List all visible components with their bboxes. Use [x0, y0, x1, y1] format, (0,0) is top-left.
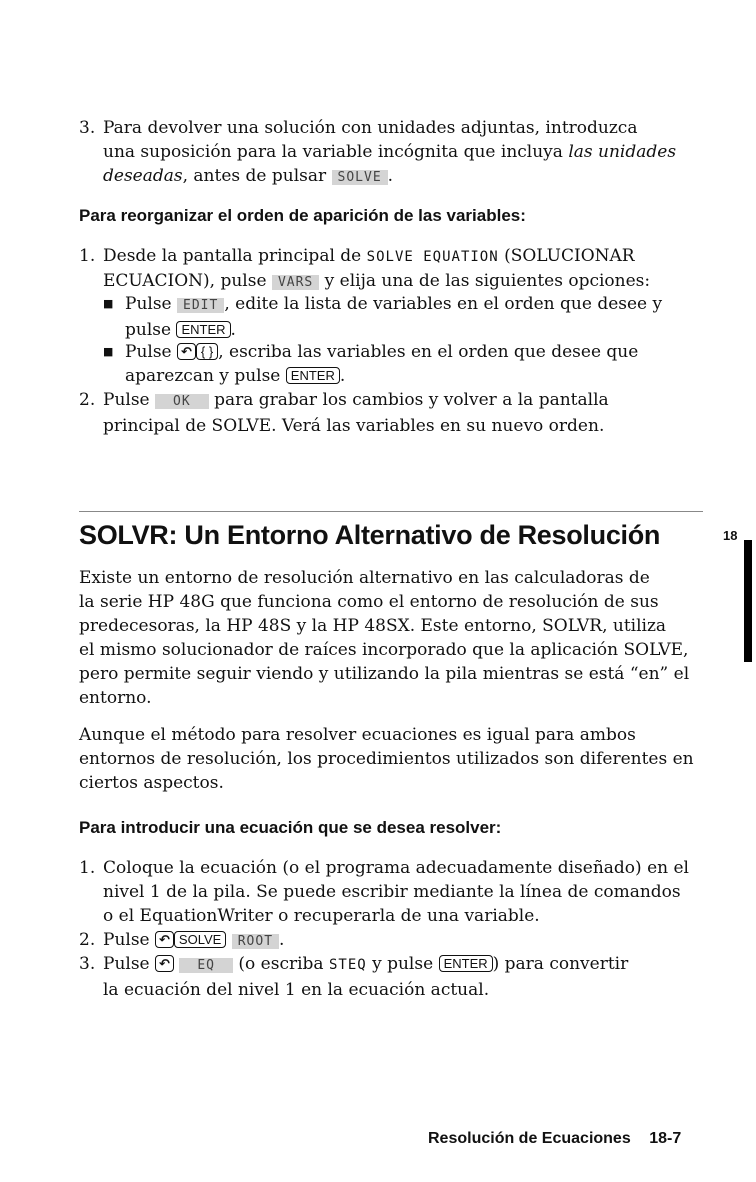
step-number: 2. [79, 930, 96, 950]
section-title: SOLVR: Un Entorno Alternativo de Resolución [79, 520, 661, 550]
step-line: ECUACION), pulse VARS y elija una de las siguientes opciones: [103, 271, 651, 291]
step-line: una suposición para la variable incógnita que incluya las unidades [103, 142, 677, 162]
paragraph-line: predecesoras, la HP 48S y la HP 48SX. Este entorno, SOLVR, utiliza [79, 616, 667, 636]
paragraph-line: ciertos aspectos. [79, 773, 224, 793]
solve-key: SOLVE [174, 931, 226, 948]
reorder-step-1 [79, 244, 699, 295]
step-line: la ecuación del nivel 1 en la ecuación actual. [103, 980, 490, 1000]
step-line: Pulse ↶ SOLVE ROOT . [103, 930, 285, 950]
step-line: Pulse ↶ { } , escriba las variables en el orden que desee que [125, 342, 639, 362]
softkey-root: ROOT [232, 934, 279, 949]
step-line: aparezcan y pulse ENTER . [125, 366, 346, 386]
subheading-introducir: Para introducir una ecuación que se desea resolver: [79, 818, 502, 837]
left-shift-key-icon: ↶ [177, 343, 196, 360]
step-line: nivel 1 de la pila. Se puede escribir mediante la línea de comandos [103, 882, 681, 902]
left-shift-key-icon: ↶ [155, 931, 174, 948]
enter-key: ENTER [286, 367, 340, 384]
enter-step-3 [79, 952, 699, 1002]
step-number: 3. [79, 954, 96, 974]
footer-chapter-title: Resolución de Ecuaciones [428, 1130, 631, 1147]
command-text: STEQ [328, 957, 367, 973]
softkey-solve: SOLVE [332, 170, 388, 185]
step-line: deseadas, antes de pulsar SOLVE . [103, 166, 394, 186]
step-line: Pulse OK para grabar los cambios y volver a la pantalla [103, 390, 609, 410]
bullet-icon: ■ [103, 297, 114, 310]
softkey-vars: VARS [272, 275, 319, 290]
footer [428, 1130, 681, 1148]
bullet-icon: ■ [103, 345, 114, 358]
step-line: Pulse EDIT , edite la lista de variables en el orden que desee y [125, 294, 663, 314]
softkey-edit: EDIT [177, 298, 224, 313]
enter-step-1 [79, 856, 699, 928]
step-line: Para devolver una solución con unidades adjuntas, introduzca [103, 118, 638, 138]
subheading-reorganizar: Para reorganizar el orden de aparición de las variables: [79, 206, 526, 225]
step-line: Pulse ↶ EQ (o escriba STEQ y pulse ENTER ) para convertir [103, 954, 629, 974]
screen-text: SOLVE EQUATION [366, 249, 499, 265]
step-number: 1. [79, 246, 96, 266]
enter-key: ENTER [439, 955, 493, 972]
step-number: 3. [79, 118, 96, 138]
paragraph-solvr-intro [79, 566, 709, 710]
italic-text: las unidades [568, 142, 677, 162]
softkey-ok: OK [155, 394, 209, 409]
paragraph-methods [79, 723, 709, 795]
paragraph-line: entorno. [79, 688, 152, 708]
italic-text: deseadas [103, 166, 183, 186]
enter-key: ENTER [176, 321, 230, 338]
paragraph-line: entornos de resolución, los procedimientos utilizados son diferentes en [79, 749, 694, 769]
step-line: pulse ENTER . [125, 320, 236, 340]
step-line: Coloque la ecuación (o el programa adecuadamente diseñado) en el [103, 858, 689, 878]
reorder-bullet-1 [79, 292, 699, 342]
reorder-step-2 [79, 388, 699, 438]
softkey-eq: EQ [179, 958, 233, 973]
reorder-bullet-2 [79, 340, 699, 388]
section-divider [79, 511, 703, 512]
paragraph-line: Existe un entorno de resolución alternativo en las calculadoras de [79, 568, 650, 588]
chapter-tab-number: 18 [723, 528, 738, 543]
step-line: principal de SOLVE. Verá las variables en su nuevo orden. [103, 416, 605, 436]
page-number: 18-7 [649, 1130, 682, 1147]
step-number: 2. [79, 390, 96, 410]
left-shift-key-icon: ↶ [155, 955, 174, 972]
step-line: o el EquationWriter o recuperarla de una variable. [103, 906, 540, 926]
paragraph-line: la serie HP 48G que funciona como el entorno de resolución de sus [79, 592, 659, 612]
paragraph-line: Aunque el método para resolver ecuaciones es igual para ambos [79, 725, 636, 745]
step-3-devolver [79, 116, 699, 190]
braces-key: { } [196, 343, 218, 360]
chapter-tab-marker [744, 540, 752, 662]
step-line: Desde la pantalla principal de SOLVE EQUATION (SOLUCIONAR [103, 246, 635, 266]
step-number: 1. [79, 858, 96, 878]
paragraph-line: pero permite seguir viendo y utilizando la pila mientras se está “en” el [79, 664, 690, 684]
paragraph-line: el mismo solucionador de raíces incorporado que la aplicación SOLVE, [79, 640, 689, 660]
enter-step-2 [79, 928, 699, 954]
